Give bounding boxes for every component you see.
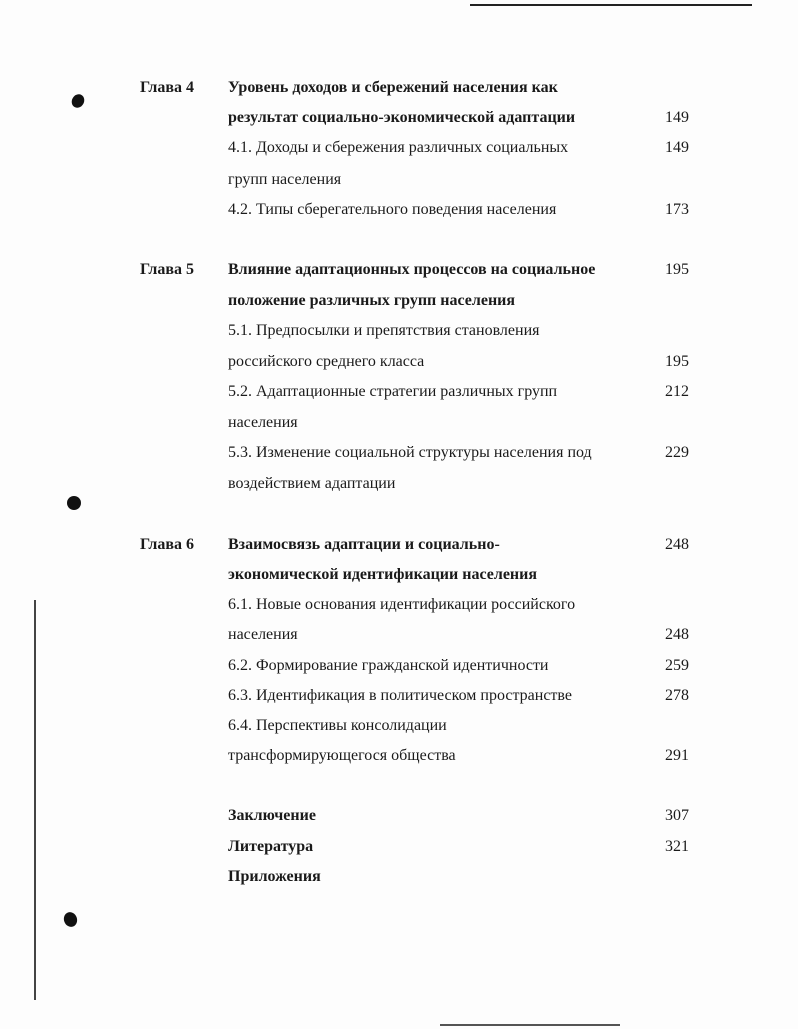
chapter-6-label: Глава 6 bbox=[140, 536, 194, 553]
section-6-4-line2: трансформирующегося общества bbox=[228, 747, 456, 764]
literature-label: Литература bbox=[228, 838, 314, 855]
scan-edge-left bbox=[34, 600, 36, 1000]
section-5-2-page: 212 bbox=[665, 383, 689, 400]
section-5-2-line1: 5.2. Адаптационные стратегии различных групп bbox=[228, 383, 558, 400]
section-6-1-line1: 6.1. Новые основания идентификации российского bbox=[228, 596, 576, 613]
chapter-4-title-page: 149 bbox=[665, 109, 689, 126]
section-6-2-line1: 6.2. Формирование гражданской идентичности bbox=[228, 657, 549, 674]
scan-edge-bottom bbox=[440, 1024, 620, 1026]
chapter-4-title-line1: Уровень доходов и сбережений населения как bbox=[228, 79, 558, 96]
section-5-2-line2: населения bbox=[228, 414, 298, 431]
ink-blot-top bbox=[69, 92, 86, 110]
section-4-2-line1: 4.2. Типы сберегательного поведения населения bbox=[228, 201, 557, 218]
appendices-label: Приложения bbox=[228, 868, 321, 885]
section-4-1-page: 149 bbox=[665, 139, 689, 156]
section-5-1-line1: 5.1. Предпосылки и препятствия становления bbox=[228, 322, 540, 339]
section-4-1-line1: 4.1. Доходы и сбережения различных социальных bbox=[228, 139, 569, 156]
chapter-6-title-page: 248 bbox=[665, 536, 689, 553]
section-6-3-line1: 6.3. Идентификация в политическом пространстве bbox=[228, 687, 572, 704]
ink-blot-bottom bbox=[62, 910, 79, 929]
section-6-3-page: 278 bbox=[665, 687, 689, 704]
chapter-5-title-line2: положение различных групп населения bbox=[228, 292, 516, 309]
chapter-5-label: Глава 5 bbox=[140, 261, 194, 278]
section-6-4-line1: 6.4. Перспективы консолидации bbox=[228, 717, 447, 734]
literature-page: 321 bbox=[665, 838, 689, 855]
section-6-4-page: 291 bbox=[665, 747, 689, 764]
section-4-2-page: 173 bbox=[665, 201, 689, 218]
conclusion-label: Заключение bbox=[228, 807, 316, 824]
section-4-1-line2: групп населения bbox=[228, 171, 342, 188]
chapter-6-title-line2: экономической идентификации населения bbox=[228, 566, 538, 583]
conclusion-page: 307 bbox=[665, 807, 689, 824]
section-6-1-page: 248 bbox=[665, 626, 689, 643]
section-5-1-line2: российского среднего класса bbox=[228, 353, 425, 370]
section-6-1-line2: населения bbox=[228, 626, 298, 643]
section-5-3-line2: воздействием адаптации bbox=[228, 475, 396, 492]
scan-edge-top bbox=[470, 4, 752, 6]
section-5-3-page: 229 bbox=[665, 444, 689, 461]
chapter-4-title-line2: результат социально-экономической адаптации bbox=[228, 109, 576, 126]
chapter-4-label: Глава 4 bbox=[140, 79, 194, 96]
section-5-1-page: 195 bbox=[665, 353, 689, 370]
chapter-6-title-line1: Взаимосвязь адаптации и социально- bbox=[228, 536, 500, 553]
ink-blot-middle bbox=[67, 496, 81, 510]
chapter-5-title-page: 195 bbox=[665, 261, 689, 278]
chapter-5-title-line1: Влияние адаптационных процессов на социальное bbox=[228, 261, 596, 278]
section-6-2-page: 259 bbox=[665, 657, 689, 674]
section-5-3-line1: 5.3. Изменение социальной структуры населения под bbox=[228, 444, 592, 461]
